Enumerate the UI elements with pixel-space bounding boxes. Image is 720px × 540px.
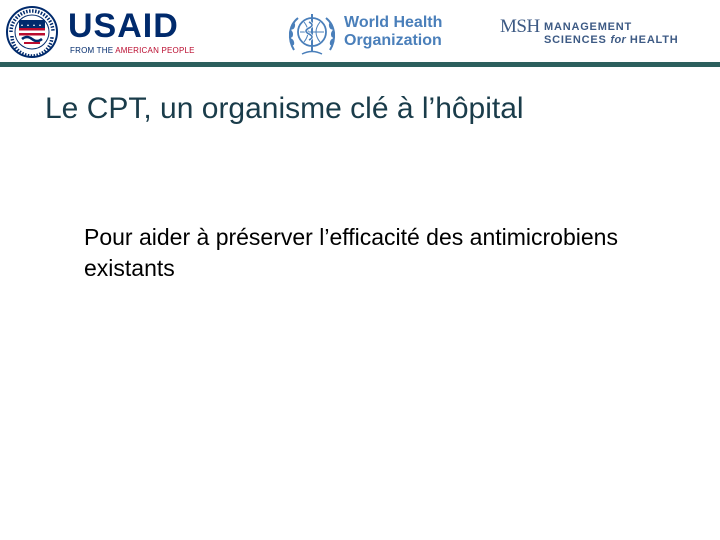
who-name-line1: World Health bbox=[344, 14, 443, 31]
msh-line2-prefix: SCIENCES bbox=[544, 34, 611, 46]
who-logo bbox=[286, 8, 446, 58]
who-name bbox=[344, 14, 442, 50]
header-rule bbox=[0, 62, 720, 67]
slide-title: Le CPT, un organisme clé à l’hôpital bbox=[45, 92, 524, 125]
msh-logo bbox=[500, 12, 700, 52]
usaid-wordmark: USAID bbox=[68, 7, 179, 45]
msh-name bbox=[544, 21, 679, 47]
msh-line2 bbox=[544, 34, 679, 47]
msh-line2-suffix: HEALTH bbox=[626, 34, 679, 46]
logo-bar bbox=[0, 0, 720, 64]
msh-mark: MSH bbox=[500, 16, 540, 37]
msh-line1: MANAGEMENT bbox=[544, 21, 633, 33]
usaid-logo bbox=[6, 6, 195, 60]
usaid-tagline bbox=[70, 46, 195, 55]
who-emblem-icon bbox=[286, 10, 338, 58]
msh-line2-for: for bbox=[610, 34, 627, 46]
slide-body-text: Pour aider à préserver l’efficacité des antimicrobiens existants bbox=[84, 224, 618, 281]
usaid-tagline-part1: FROM THE bbox=[70, 46, 116, 55]
who-name-line2: Organization bbox=[344, 32, 442, 49]
usaid-tagline-part2: AMERICAN PEOPLE bbox=[115, 46, 195, 55]
usaid-seal-icon bbox=[6, 6, 58, 58]
